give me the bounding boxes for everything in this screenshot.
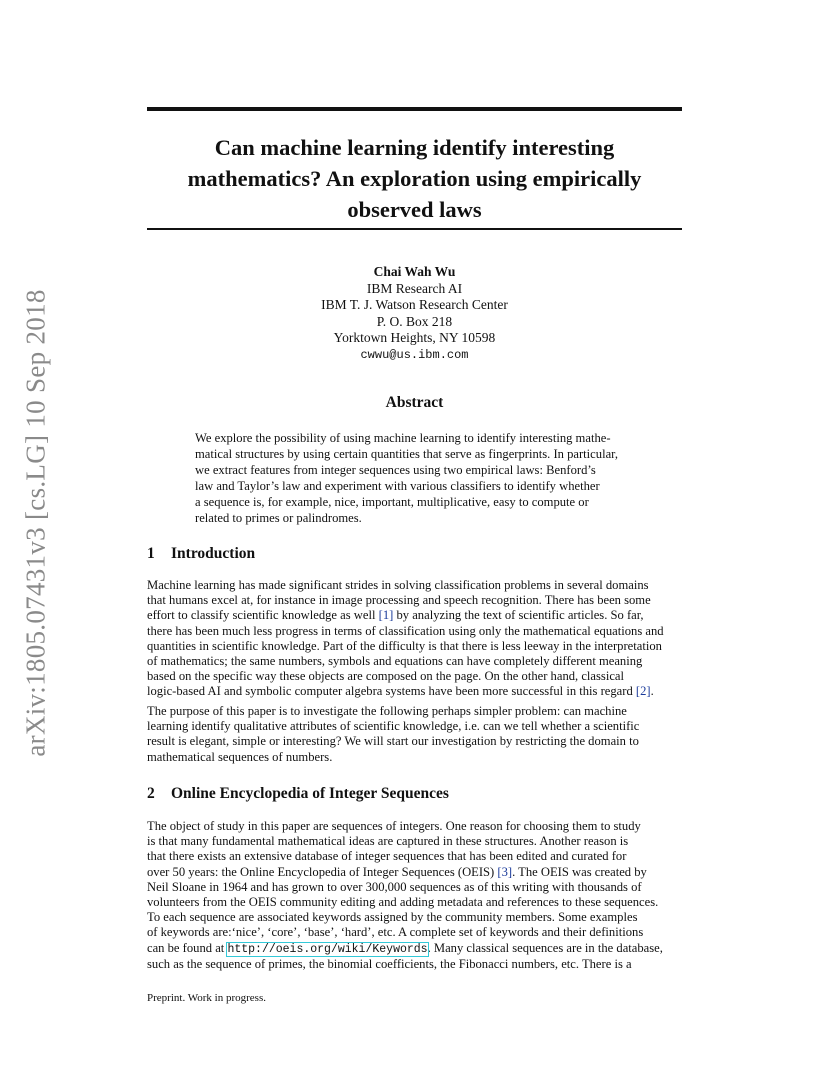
- title-bottom-rule: [147, 228, 682, 230]
- abstract-line: related to primes or palindromes.: [195, 511, 362, 525]
- section-title: Online Encyclopedia of Integer Sequences: [171, 785, 449, 802]
- section-number: 2: [147, 785, 155, 802]
- author-affiliation: IBM Research AI: [366, 280, 463, 296]
- author-city: Yorktown Heights, NY 10598: [333, 330, 496, 345]
- author-center: IBM T. J. Watson Research Center: [321, 297, 508, 312]
- author-block: [147, 264, 682, 363]
- paragraph-line: result is elegant, simple or interesting? We will start our investigation by restricting the domain to: [147, 734, 639, 749]
- paragraph-line: [147, 941, 682, 957]
- paragraph-line: The purpose of this paper is to investigate the following perhaps simpler problem: can machine: [147, 704, 627, 718]
- abstract-line: We explore the possibility of using machine learning to identify interesting mathe-: [195, 431, 611, 445]
- citation-link[interactable]: [3]: [497, 864, 513, 879]
- paragraph-line: is that many fundamental mathematical ideas are captured in these structures. Another reason is: [147, 834, 629, 849]
- author-email[interactable]: cwwu@us.ibm.com: [360, 347, 469, 362]
- text: over 50 years: the Online Encyclopedia of Integer Sequences (OEIS): [147, 864, 498, 879]
- paragraph-line: that humans excel at, for instance in image processing and speech recognition. There has been some: [147, 593, 651, 608]
- title-top-rule: [147, 107, 682, 111]
- text: by analyzing the text of scientific articles. So far,: [393, 608, 644, 623]
- keywords-url-link[interactable]: http://oeis.org/wiki/Keywords: [227, 942, 428, 956]
- paragraph-line: learning identify qualitative attributes of scientific knowledge, i.e. can we tell whether a scientific: [147, 719, 640, 734]
- author-pobox: P. O. Box 218: [376, 313, 453, 329]
- citation-link[interactable]: [1]: [378, 608, 394, 623]
- abstract-line: a sequence is, for example, nice, important, multiplicative, easy to compute or: [195, 495, 589, 509]
- paragraph-line: of mathematics; the same numbers, symbols and equations can have completely different meaning: [147, 654, 643, 669]
- paragraph-line: volunteers from the OEIS community editing and adding metadata and references to these sequences.: [147, 895, 659, 910]
- oeis-paragraph-1: [147, 819, 682, 972]
- intro-paragraph-1: [147, 578, 682, 700]
- paragraph-line: The object of study in this paper are sequences of integers. One reason for choosing them to study: [147, 819, 641, 833]
- section-heading-introduction: [147, 545, 255, 563]
- abstract-body: [195, 430, 635, 526]
- arxiv-identifier-stamp: arXiv:1805.07431v3 [cs.LG] 10 Sep 2018: [20, 289, 51, 757]
- author-name: Chai Wah Wu: [373, 264, 456, 279]
- section-heading-oeis: [147, 785, 449, 803]
- abstract-line: we extract features from integer sequences using two empirical laws: Benford’s: [195, 463, 596, 477]
- paper-title: [147, 132, 682, 225]
- paragraph-line: that there exists an extensive database of integer sequences that has been edited and curated for: [147, 849, 627, 864]
- paragraph-line: [147, 684, 682, 699]
- paragraph-line: mathematical sequences of numbers.: [147, 749, 333, 764]
- text: . Many classical sequences are in the database,: [427, 940, 663, 955]
- paragraph-line: quantities in scientific knowledge. Part of the difficulty is that there is less leeway in the interpretation: [147, 638, 662, 653]
- text: effort to classify scientific knowledge as well: [147, 608, 379, 623]
- paragraph-line: [147, 608, 682, 623]
- abstract-line: matical structures by using certain quantities that serve as fingerprints. In particular,: [195, 447, 618, 461]
- section-number: 1: [147, 545, 155, 562]
- paragraph-line: To each sequence are associated keywords assigned by the community members. Some examples: [147, 910, 638, 925]
- citation-link[interactable]: [2]: [635, 684, 651, 699]
- paragraph-line: Neil Sloane in 1964 and has grown to over 300,000 sequences as of this writing with thousands of: [147, 879, 642, 894]
- abstract-heading: Abstract: [385, 394, 444, 411]
- paragraph-line: there has been much less progress in terms of classification using only the mathematical equations and: [147, 623, 664, 638]
- section-title: Introduction: [171, 545, 256, 562]
- text: .: [650, 684, 654, 699]
- paragraph-line: Machine learning has made significant strides in solving classification problems in several domains: [147, 578, 649, 592]
- text: . The OEIS was created by: [512, 864, 647, 879]
- paragraph-line: such as the sequence of primes, the binomial coefficients, the Fibonacci numbers, etc. There is a: [147, 956, 632, 971]
- paragraph-line: based on the specific way these objects are composed on the page. On the other hand, classical: [147, 669, 624, 684]
- intro-paragraph-2: [147, 704, 682, 765]
- text: logic-based AI and symbolic computer algebra systems have been more successful in this regard: [147, 684, 636, 699]
- title-line: mathematics? An exploration using empirically: [187, 166, 642, 191]
- paragraph-line: of keywords are:‘nice’, ‘core’, ‘base’, ‘hard’, etc. A complete set of keywords and their definitions: [147, 925, 644, 940]
- text: can be found at: [147, 940, 228, 955]
- footer-note: Preprint. Work in progress.: [147, 992, 266, 1004]
- paragraph-line: [147, 865, 682, 880]
- title-line: observed laws: [347, 197, 482, 222]
- abstract-line: law and Taylor’s law and experiment with various classifiers to identify whether: [195, 479, 600, 493]
- title-line: Can machine learning identify interesting: [214, 135, 615, 160]
